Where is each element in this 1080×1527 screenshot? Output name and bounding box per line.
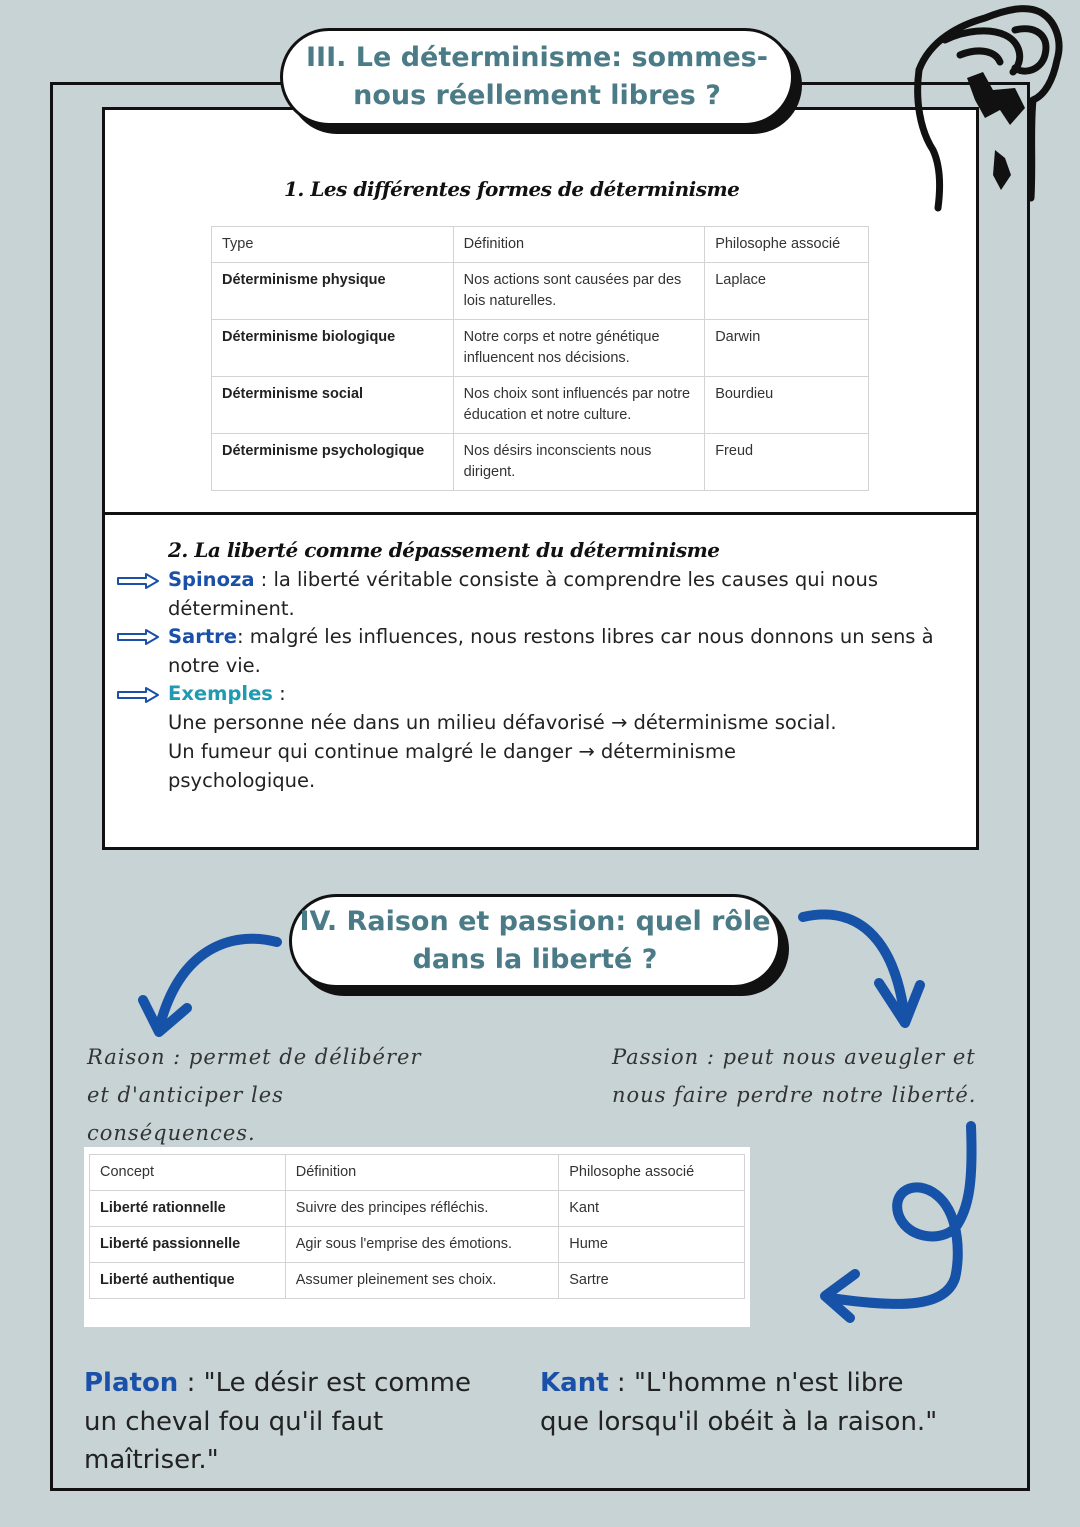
curved-arrow-right-icon	[795, 905, 935, 1035]
cell-type: Déterminisme physique	[212, 263, 454, 320]
header-philosopher: Philosophe associé	[705, 227, 869, 263]
cell-type: Déterminisme psychologique	[212, 434, 454, 491]
example-1: Une personne née dans un milieu défavorisé → déterminisme social.	[168, 711, 837, 734]
sartre-keyword: Sartre	[168, 625, 237, 648]
spinoza-keyword: Spinoza	[168, 568, 255, 591]
part-2-heading: 2. La liberté comme dépassement du déterminisme	[168, 538, 720, 562]
cell-concept: Liberté passionnelle	[90, 1227, 286, 1263]
kant-quote: Kant : "L'homme n'est libre que lorsqu'il obéit à la raison."	[540, 1368, 938, 1437]
platon-author: Platon	[84, 1368, 179, 1398]
table-row	[212, 434, 869, 491]
table-header-row	[212, 227, 869, 263]
header-concept: Concept	[90, 1155, 286, 1191]
liberty-concepts-table	[89, 1154, 745, 1299]
cell-concept: Liberté rationnelle	[90, 1191, 286, 1227]
table-header-row	[90, 1155, 745, 1191]
examples-keyword: Exemples	[168, 682, 273, 705]
cell-definition: Nos désirs inconscients nous dirigent.	[453, 434, 705, 491]
spinoza-text: la liberté véritable consiste à comprendre les causes qui nous déterminent.	[168, 568, 878, 620]
raison-note: Raison : permet de délibérer et d'anticiper les conséquences.	[87, 1045, 422, 1145]
cell-definition: Assumer pleinement ses choix.	[285, 1263, 558, 1299]
loop-arrow-icon	[810, 1118, 990, 1333]
platon-quote: Platon : "Le désir est comme un cheval fou qu'il faut maîtriser."	[84, 1368, 471, 1475]
kant-text: "L'homme n'est libre que lorsqu'il obéit à la raison."	[540, 1368, 938, 1437]
cell-definition: Nos choix sont influencés par notre éducation et notre culture.	[453, 377, 705, 434]
cell-type: Déterminisme biologique	[212, 320, 454, 377]
table-row	[90, 1191, 745, 1227]
header-type: Type	[212, 227, 454, 263]
table-row	[212, 320, 869, 377]
sartre-item: Sartre: malgré les influences, nous restons libres car nous donnons un sens à notre vie.	[168, 625, 934, 677]
sartre-text: malgré les influences, nous restons libres car nous donnons un sens à notre vie.	[168, 625, 934, 677]
arrow-bullet-icon	[116, 629, 160, 645]
arrow-bullet-icon	[116, 573, 160, 589]
curved-arrow-left-icon	[135, 930, 285, 1040]
arrow-bullet-icon	[116, 687, 160, 703]
header-definition: Définition	[453, 227, 705, 263]
examples-item: Exemples :	[168, 682, 286, 705]
header-philosopher: Philosophe associé	[559, 1155, 745, 1191]
cell-philosopher: Bourdieu	[705, 377, 869, 434]
cell-definition: Nos actions sont causées par des lois naturelles.	[453, 263, 705, 320]
cell-philosopher: Hume	[559, 1227, 745, 1263]
cell-definition: Notre corps et notre génétique influencent nos décisions.	[453, 320, 705, 377]
section-4-title	[289, 894, 781, 988]
cell-philosopher: Freud	[705, 434, 869, 491]
cell-type: Déterminisme social	[212, 377, 454, 434]
determinism-table	[211, 226, 869, 491]
table-row	[212, 377, 869, 434]
kant-author: Kant	[540, 1368, 609, 1398]
cell-philosopher: Darwin	[705, 320, 869, 377]
table-row	[212, 263, 869, 320]
cell-philosopher: Kant	[559, 1191, 745, 1227]
raised-fist-icon	[905, 0, 1070, 215]
section-4-title-line2: dans la liberté ?	[412, 944, 658, 975]
header-definition: Définition	[285, 1155, 558, 1191]
section-4-title-line1: IV. Raison et passion: quel rôle	[299, 906, 771, 937]
spinoza-item: Spinoza : la liberté véritable consiste à comprendre les causes qui nous déterminent.	[168, 568, 878, 620]
passion-note: Passion : peut nous aveugler et nous faire perdre notre liberté.	[612, 1045, 977, 1107]
section-3-title-line2: nous réellement libres ?	[353, 80, 721, 111]
cell-definition: Suivre des principes réfléchis.	[285, 1191, 558, 1227]
table-row	[90, 1263, 745, 1299]
example-2: Un fumeur qui continue malgré le danger → déterminisme psychologique.	[168, 740, 736, 792]
cell-concept: Liberté authentique	[90, 1263, 286, 1299]
platon-text: "Le désir est comme un cheval fou qu'il faut maîtriser."	[84, 1368, 471, 1475]
section-3-title-line1: III. Le déterminisme: sommes-	[306, 42, 768, 73]
cell-philosopher: Laplace	[705, 263, 869, 320]
cell-philosopher: Sartre	[559, 1263, 745, 1299]
table-row	[90, 1227, 745, 1263]
cell-definition: Agir sous l'emprise des émotions.	[285, 1227, 558, 1263]
section-3-title	[280, 28, 794, 126]
part-1-heading: 1. Les différentes formes de déterminisme	[284, 177, 740, 201]
